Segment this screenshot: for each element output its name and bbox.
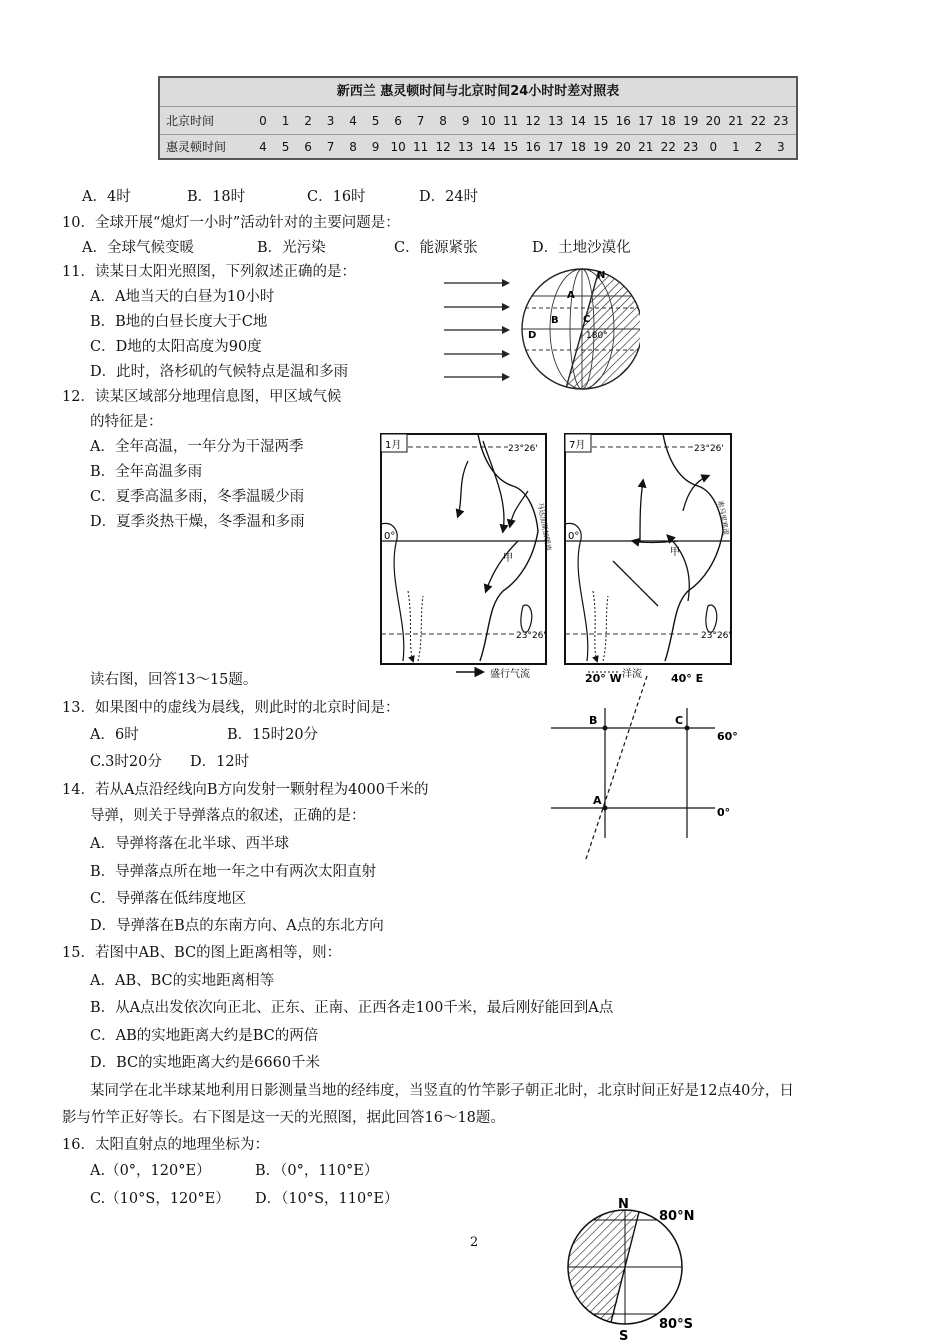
table-cell: 19	[683, 114, 699, 128]
label-equator-jul: 0°	[568, 531, 580, 542]
q15-option-d: D．BC的实地距离大约是6660千米	[90, 1055, 321, 1071]
table-cell: 2	[754, 140, 763, 154]
q15-stem: 15．若图中AB、BC的图上距离相等，则：	[62, 945, 342, 961]
q9-option-b: B．18时	[187, 189, 246, 205]
table-cell: 5	[371, 114, 380, 128]
q12-stem: 12．读某区域部分地理信息图，甲区域气候	[62, 389, 342, 405]
q14-option-b: B．导弹落点所在地一年之中有两次太阳直射	[90, 864, 377, 880]
label-180: 180°	[586, 331, 608, 341]
label-c: C	[675, 714, 684, 727]
q16-option-d: D．（10°S，110°E）	[255, 1191, 399, 1207]
q14-option-c: C．导弹落在低纬度地区	[90, 891, 247, 907]
table-cell: 14	[570, 114, 586, 128]
label-equator: 0°	[384, 531, 396, 542]
q15-option-b: B．从A点出发依次向正北、正东、正南、正西各走100千米，最后刚好能回到A点	[90, 1000, 614, 1016]
q14-option-d: D．导弹落在B点的东南方向、A点的东北方向	[90, 918, 384, 934]
lat-lon-grid-figure	[545, 668, 745, 866]
row-label: 北京时间	[166, 114, 215, 128]
table-cell: 3	[777, 140, 785, 154]
q15-option-c: C．AB的实地距离大约是BC的两倍	[90, 1028, 319, 1044]
table-cell: 13	[458, 140, 474, 154]
table-row	[160, 108, 796, 135]
row-label: 惠灵顿时间	[166, 140, 227, 154]
label-current-jan: 马达加斯加暖流	[536, 501, 553, 552]
table-cell: 0	[709, 140, 718, 154]
label-c: C	[583, 314, 591, 325]
q9-option-c: C．16时	[307, 189, 366, 205]
label-d: D	[528, 330, 537, 341]
q12-option-b: B．全年高温多雨	[90, 464, 203, 480]
table-cell: 22	[660, 140, 676, 154]
table-cell: 23	[683, 140, 699, 154]
label-a: A	[593, 794, 602, 807]
table-cell: 6	[304, 140, 312, 154]
table-cell: 23	[773, 114, 789, 128]
label-b: B	[551, 315, 559, 326]
q9-option-d: D．24时	[419, 189, 479, 205]
intro-13-15: 读右图，回答13～15题。	[90, 672, 258, 688]
q11-option-d: D．此时，洛杉矶的气候特点是温和多雨	[90, 364, 349, 380]
q10-option-d: D．土地沙漠化	[532, 240, 631, 256]
table-cell: 8	[439, 114, 447, 128]
q14-stem-cont: 导弹，则关于导弹落点的叙述，正确的是：	[90, 808, 366, 824]
q11-option-b: B．B地的白昼长度大于C地	[90, 314, 268, 330]
q13-option-c: C.3时20分	[90, 754, 162, 770]
map-january	[381, 434, 553, 664]
table-cell: 21	[638, 140, 654, 154]
table-cell: 11	[503, 114, 519, 128]
table-cell: 18	[660, 114, 676, 128]
q10-stem: 10．全球开展“熄灯一小时”活动针对的主要问题是：	[62, 215, 400, 231]
africa-wind-map-figure	[378, 431, 738, 686]
table-cell: 8	[349, 140, 357, 154]
table-cell: 17	[548, 140, 564, 154]
q9-option-a: A．4时	[82, 189, 131, 205]
q13-option-a: A．6时	[90, 727, 139, 743]
table-cell: 5	[281, 140, 290, 154]
q13-stem: 13．如果图中的虚线为晨线，则此时的北京时间是：	[62, 700, 400, 716]
q12-option-a: A．全年高温，一年分为干湿两季	[90, 439, 304, 455]
q10-option-a: A．全球气候变暖	[82, 240, 194, 256]
table-cell: 12	[525, 114, 541, 128]
label-b: B	[589, 714, 598, 727]
label-80s: 80°S	[659, 1317, 693, 1332]
q16-option-b: B．（0°，110°E）	[255, 1163, 379, 1179]
table-cell: 15	[503, 140, 519, 154]
q11-option-c: C．D地的太阳高度为90度	[90, 339, 262, 355]
q12-option-c: C．夏季高温多雨，冬季温暖少雨	[90, 489, 305, 505]
timezone-table	[158, 76, 798, 160]
sun-rays	[444, 279, 510, 381]
q16-option-a: A.（0°，120°E）	[90, 1163, 211, 1179]
table-cell: 22	[750, 114, 766, 128]
table-cell: 2	[304, 114, 312, 128]
q16-stem: 16．太阳直射点的地理坐标为：	[62, 1137, 269, 1153]
label-40e: 40° E	[671, 672, 704, 685]
table-cell: 17	[638, 114, 654, 128]
label-n: N	[597, 270, 606, 281]
map-july	[565, 434, 731, 664]
table-cell: 7	[416, 114, 425, 128]
label-60: 60°	[717, 730, 738, 743]
q10-option-b: B．光污染	[257, 240, 326, 256]
q14-stem: 14．若从A点沿经线向B方向发射一颗射程为4000千米的	[62, 782, 429, 798]
label-jan: 1月	[385, 440, 402, 451]
q12-stem-cont: 的特征是：	[90, 414, 163, 430]
table-cell: 19	[593, 140, 609, 154]
label-0: 0°	[717, 806, 731, 819]
table-cell: 20	[615, 140, 631, 154]
intro-16-18-line2: 影与竹竿正好等长。右下图是这一天的光照图，据此回答16～18题。	[62, 1110, 505, 1126]
q16-option-c: C.（10°S，120°E）	[90, 1191, 230, 1207]
table-cell: 6	[394, 114, 402, 128]
table-cell: 1	[281, 114, 290, 128]
legend-wind: 盛行气流	[490, 669, 530, 680]
q14-option-a: A．导弹将落在北半球、西半球	[90, 836, 289, 852]
table-title: 新西兰 惠灵顿时间与北京时间24小时时差对照表	[160, 78, 796, 107]
label-current-jul: 索马里寒流	[716, 499, 730, 536]
q11-option-a: A．A地当天的白昼为10小时	[90, 289, 275, 305]
q10-option-c: C．能源紧张	[394, 240, 478, 256]
label-jul: 7月	[569, 440, 586, 451]
table-cell: 1	[732, 140, 740, 154]
q12-option-d: D．夏季炎热干燥，冬季温和多雨	[90, 514, 305, 530]
q13-option-b: B．15时20分	[227, 727, 319, 743]
table-cell: 16	[525, 140, 541, 154]
table-cell: 3	[326, 114, 335, 128]
table-cell: 14	[480, 140, 496, 154]
table-cell: 11	[412, 140, 429, 154]
table-cell: 10	[390, 140, 406, 154]
table-cell: 13	[548, 114, 564, 128]
label-20w: 20° W	[585, 672, 622, 685]
table-cell: 4	[349, 114, 357, 128]
label-tropic-s: 23°26'	[516, 631, 546, 641]
label-n: N	[618, 1197, 629, 1212]
label-jia-jan: 甲	[503, 553, 513, 564]
table-cell: 15	[593, 114, 609, 128]
label-a: A	[567, 290, 575, 301]
label-s: S	[619, 1329, 629, 1344]
table-cell: 20	[705, 114, 721, 128]
table-cell: 21	[728, 114, 744, 128]
q15-option-a: A．AB、BC的实地距离相等	[90, 973, 275, 989]
label-tropic-n: 23°26'	[508, 444, 538, 454]
page-number: 2	[470, 1235, 479, 1250]
sunlight-globe-figure	[440, 266, 640, 392]
label-80n: 80°N	[659, 1209, 695, 1224]
table-row	[160, 134, 796, 160]
label-tropic-s-jul: 23°26'	[701, 631, 731, 641]
table-cell: 4	[259, 140, 267, 154]
label-jia-jul: 甲	[670, 547, 680, 558]
table-cell: 9	[371, 140, 380, 154]
q13-option-d: D．12时	[190, 754, 250, 770]
legend-current: 洋流	[622, 669, 642, 680]
table-cell: 18	[570, 140, 586, 154]
table-cell: 0	[259, 114, 267, 128]
table-cell: 16	[615, 114, 631, 128]
table-cell: 10	[480, 114, 496, 128]
label-tropic-n-jul: 23°26'	[694, 444, 724, 454]
table-cell: 12	[435, 140, 451, 154]
q11-stem: 11．读某日太阳光照图，下列叙述正确的是：	[62, 264, 356, 280]
table-cell: 9	[461, 114, 470, 128]
sunlight-globe-figure-2	[555, 1194, 705, 1344]
table-cell: 7	[326, 140, 335, 154]
intro-16-18-line1: 某同学在北半球某地利用日影测量当地的经纬度，当竖直的竹竿影子朝正北时，北京时间正好是12点40分，日	[90, 1083, 794, 1099]
